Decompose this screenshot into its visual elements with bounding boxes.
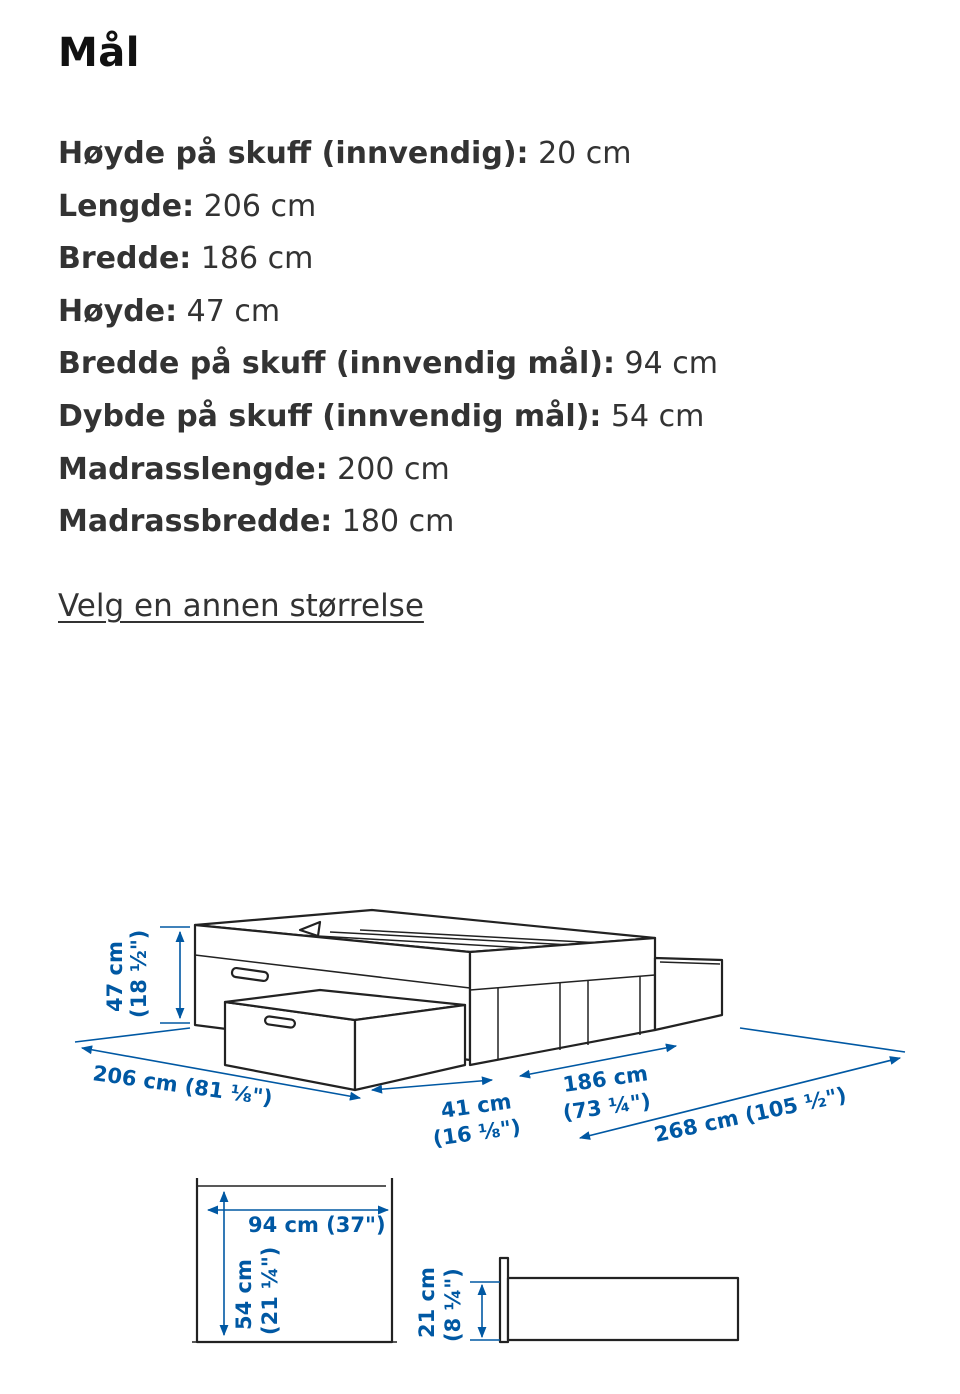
drawer-height-dimension <box>415 1267 500 1342</box>
spec-value: 54 cm <box>610 398 705 434</box>
spec-value: 47 cm <box>186 293 281 329</box>
spec-label: Høyde: <box>58 293 178 329</box>
spec-row <box>58 181 718 234</box>
spec-value: 186 cm <box>200 241 314 277</box>
spec-value: 94 cm <box>624 346 718 382</box>
spec-row <box>58 233 718 286</box>
spec-label: Bredde på skuff (innvendig mål): <box>58 346 615 382</box>
drawer-width-label: 94 cm (37") <box>248 1213 386 1237</box>
height-in-label: (18 ½") <box>127 929 151 1018</box>
spec-row <box>58 338 718 391</box>
spec-value: 180 cm <box>341 504 455 540</box>
spec-label: Dybde på skuff (innvendig mål): <box>58 398 602 434</box>
spec-list <box>58 128 718 549</box>
choose-other-size-link[interactable]: Velg en annen størrelse <box>58 588 424 624</box>
spec-value: 200 cm <box>337 451 450 487</box>
drawer-ext-cm-label: 41 cm <box>439 1089 513 1123</box>
spec-value: 20 cm <box>538 136 632 171</box>
length-label: 206 cm (81 ⅛") <box>91 1061 275 1111</box>
drawer-height-in-label: (8 ¼") <box>441 1268 465 1342</box>
spec-row <box>58 444 718 497</box>
spec-label: Bredde: <box>58 241 192 277</box>
spec-value: 206 cm <box>203 188 317 224</box>
drawer-depth-cm-label: 54 cm <box>232 1259 256 1330</box>
drawer-side-view <box>500 1258 738 1342</box>
spec-label: Lengde: <box>58 188 195 224</box>
spec-row <box>58 391 718 444</box>
section-title: Mål <box>58 30 141 76</box>
spec-row <box>58 128 718 181</box>
spec-row <box>58 286 718 339</box>
width-cm-label: 186 cm <box>561 1061 650 1097</box>
width-in-label: (73 ¼") <box>561 1088 653 1125</box>
spec-row <box>58 496 718 549</box>
drawer-height-cm-label: 21 cm <box>415 1267 439 1338</box>
dimension-diagram <box>0 880 960 1380</box>
drawer-ext-in-label: (16 ⅛") <box>431 1114 523 1151</box>
total-width-label: 268 cm (105 ½") <box>652 1082 849 1147</box>
spec-label: Høyde på skuff (innvendig): <box>58 136 529 171</box>
drawer-depth-in-label: (21 ¼") <box>258 1246 282 1335</box>
spec-label: Madrasslengde: <box>58 451 328 487</box>
spec-label: Madrassbredde: <box>58 504 333 540</box>
height-cm-label: 47 cm <box>103 941 127 1012</box>
drawer-top-view <box>192 1178 397 1342</box>
